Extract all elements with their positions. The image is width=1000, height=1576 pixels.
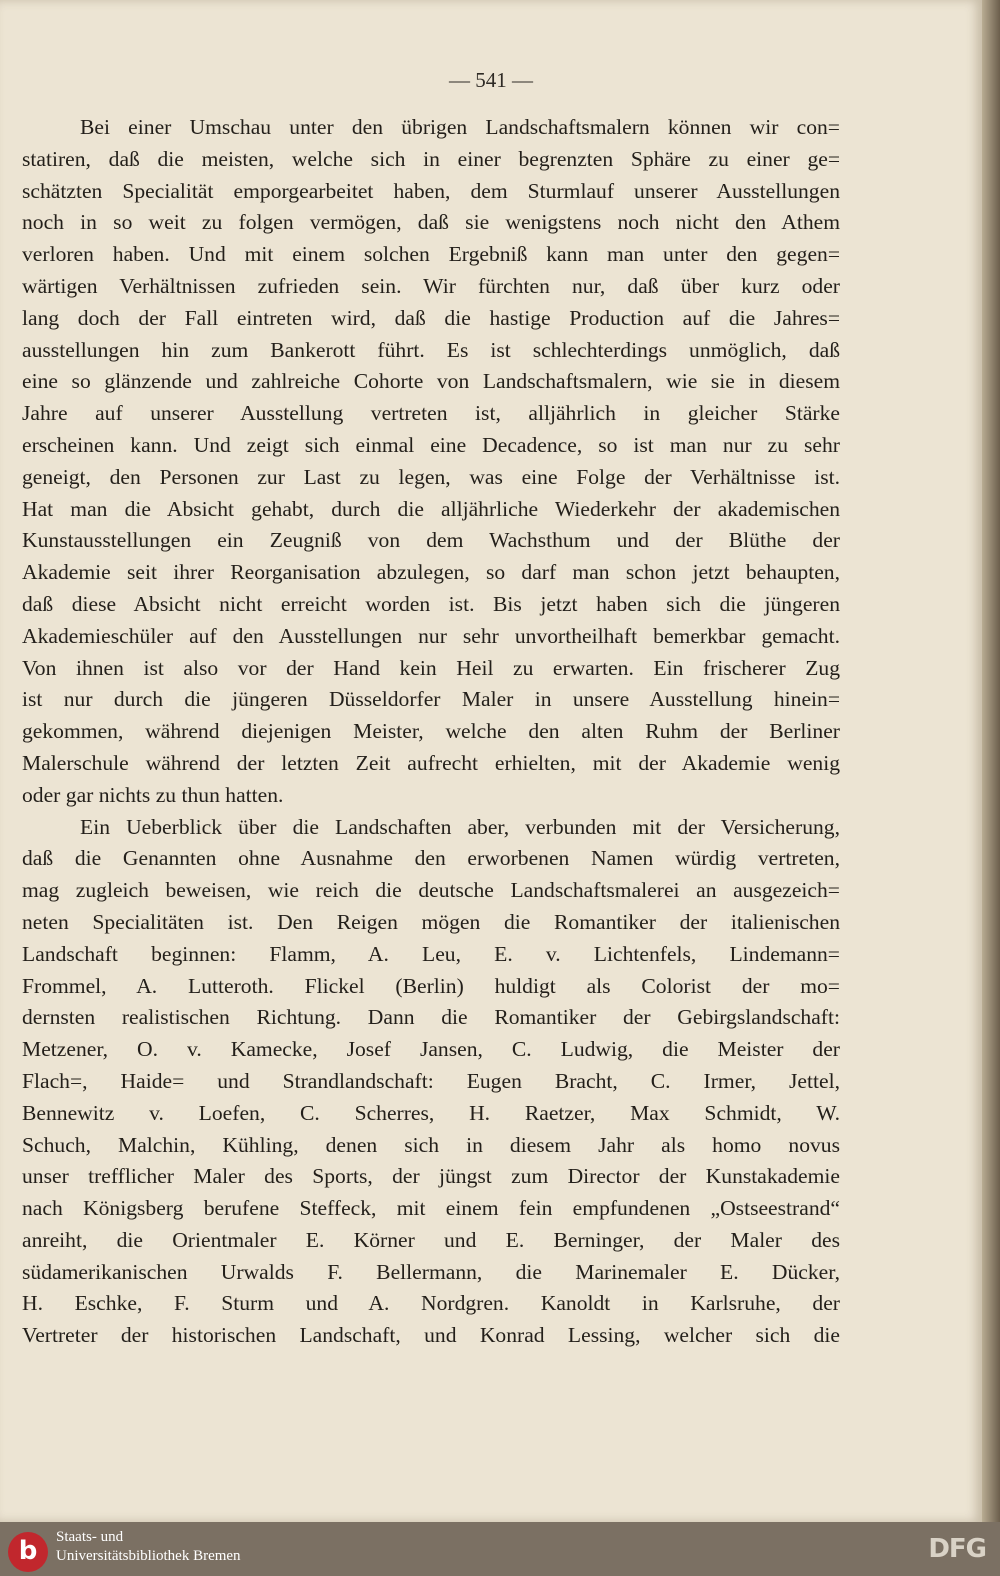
- text-line: eine so glänzende und zahlreiche Cohorte von Landschaftsmalern, wie sie in diesem: [22, 369, 840, 394]
- paragraph-1: [22, 112, 840, 812]
- text-line: H. Eschke, F. Sturm und A. Nordgren. Kanoldt in Karlsruhe, der: [22, 1291, 840, 1316]
- library-name-line-2: Universitätsbibliothek Bremen: [56, 1548, 241, 1564]
- text-line: ausstellungen hin zum Bankerott führt. Es ist schlechterdings unmöglich, daß: [22, 337, 840, 362]
- text-line: Metzener, O. v. Kamecke, Josef Jansen, C. Ludwig, die Meister der: [22, 1037, 840, 1062]
- paragraph-2: [22, 812, 840, 1353]
- text-line: Frommel, A. Lutteroth. Flickel (Berlin) huldigt als Colorist der mo=: [22, 973, 840, 998]
- text-line: lang doch der Fall eintreten wird, daß die hastige Production auf die Jahres=: [22, 305, 840, 330]
- text-line: oder gar nichts zu thun hatten.: [22, 782, 284, 807]
- text-line: daß diese Absicht nicht erreicht worden ist. Bis jetzt haben sich die jüngeren: [22, 591, 840, 616]
- text-line: Akademie seit ihrer Reorganisation abzulegen, so darf man schon jetzt behaupten,: [22, 560, 840, 585]
- text-line: anreiht, die Orientmaler E. Körner und E. Berninger, der Maler des: [22, 1227, 840, 1252]
- text-line: neten Specialitäten ist. Den Reigen mögen die Romantiker der italienischen: [22, 909, 840, 934]
- text-line: Kunstausstellungen ein Zeugniß von dem Wachsthum und der Blüthe der: [22, 528, 840, 553]
- text-line: wärtigen Verhältnissen zufrieden sein. Wir fürchten nur, daß über kurz oder: [22, 273, 840, 298]
- text-line: dernsten realistischen Richtung. Dann die Romantiker der Gebirgslandschaft:: [22, 1005, 840, 1030]
- text-line: Akademieschüler auf den Ausstellungen nur sehr unvortheilhaft bemerkbar gemacht.: [22, 623, 840, 648]
- library-name-line-1: Staats- und: [56, 1529, 124, 1545]
- text-line: Landschaft beginnen: Flamm, A. Leu, E. v. Lichtenfels, Lindemann=: [22, 941, 840, 966]
- text-line: Vertreter der historischen Landschaft, und Konrad Lessing, welcher sich die: [22, 1323, 840, 1348]
- text-line: erscheinen kann. Und zeigt sich einmal eine Decadence, so ist man nur zu sehr: [22, 432, 840, 457]
- library-logo-icon: b: [8, 1532, 48, 1572]
- body-text: [22, 112, 840, 1352]
- text-line: verloren haben. Und mit einem solchen Ergebniß kann man unter den gegen=: [22, 242, 840, 267]
- page-edge: [982, 0, 1000, 1522]
- text-line: Jahre auf unserer Ausstellung vertreten ist, alljährlich in gleicher Stärke: [22, 401, 840, 426]
- footer-bar: [0, 1522, 1000, 1576]
- text-line: Schuch, Malchin, Kühling, denen sich in diesem Jahr als homo novus: [22, 1132, 840, 1157]
- text-line: gekommen, während diejenigen Meister, welche den alten Ruhm der Berliner: [22, 719, 840, 744]
- text-line: daß die Genannten ohne Ausnahme den erworbenen Namen würdig vertreten,: [22, 846, 840, 871]
- page-number: — 541 —: [449, 68, 533, 92]
- text-line: noch in so weit zu folgen vermögen, daß sie wenigstens noch nicht den Athem: [22, 210, 840, 235]
- text-line: ist nur durch die jüngeren Düsseldorfer Maler in unsere Ausstellung hinein=: [22, 687, 840, 712]
- text-line: Bei einer Umschau unter den übrigen Landschaftsmalern können wir con=: [80, 115, 840, 139]
- text-line: unser trefflicher Maler des Sports, der jüngst zum Director der Kunstakademie: [22, 1164, 840, 1189]
- text-line: Flach=, Haide= und Strandlandschaft: Eugen Bracht, C. Irmer, Jettel,: [22, 1068, 840, 1093]
- text-line: Von ihnen ist also vor der Hand kein Heil zu erwarten. Ein frischerer Zug: [22, 655, 840, 680]
- dfg-logo-icon: DFG: [928, 1534, 986, 1564]
- text-line: südamerikanischen Urwalds F. Bellermann, die Marinemaler E. Dücker,: [22, 1259, 840, 1284]
- text-line: Ein Ueberblick über die Landschaften aber, verbunden mit der Versicherung,: [80, 814, 840, 839]
- text-line: geneigt, den Personen zur Last zu legen, was eine Folge der Verhältnisse ist.: [22, 464, 840, 489]
- text-line: statiren, daß die meisten, welche sich in einer begrenzten Sphäre zu einer ge=: [22, 146, 840, 171]
- text-line: schätzten Specialität emporgearbeitet haben, dem Sturmlauf unserer Ausstellungen: [22, 178, 840, 203]
- text-line: nach Königsberg berufene Steffeck, mit einem fein empfundenen „Ostseestrand“: [22, 1196, 840, 1221]
- text-line: Bennewitz v. Loefen, C. Scherres, H. Raetzer, Max Schmidt, W.: [22, 1100, 840, 1125]
- text-line: Hat man die Absicht gehabt, durch die alljährliche Wiederkehr der akademischen: [22, 496, 840, 521]
- text-line: Malerschule während der letzten Zeit aufrecht erhielten, mit der Akademie wenig: [22, 750, 840, 775]
- library-name: [56, 1528, 241, 1566]
- text-line: mag zugleich beweisen, wie reich die deutsche Landschaftsmalerei an ausgezeich=: [22, 878, 840, 903]
